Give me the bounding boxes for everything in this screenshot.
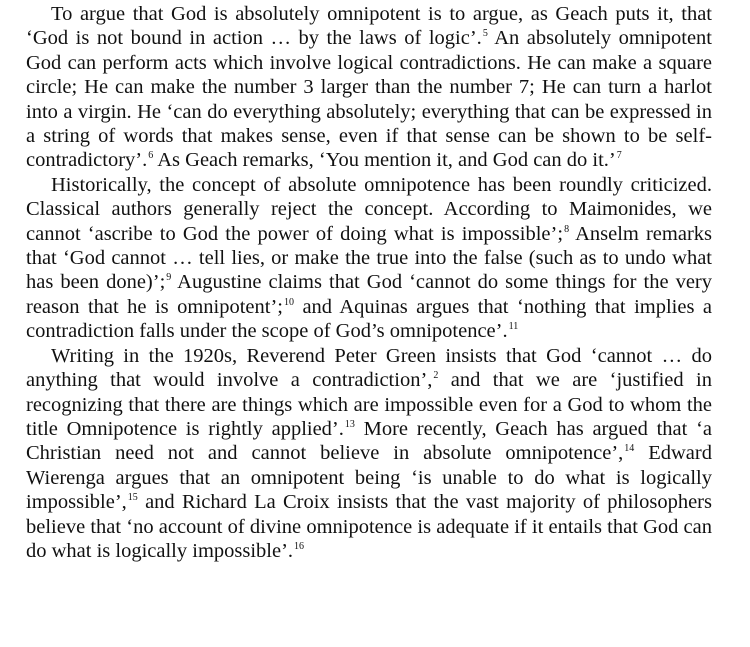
text-run: Historically, the concept of absolute omnipotence has been roundly criticized. Classical authors generally reject the concept. According to Maimonides, we cannot ‘ascribe to God the power of doing what is impossible’;: [26, 173, 712, 245]
footnote-marker: 15: [127, 492, 138, 504]
text-run: An absolutely omnipotent God can perform acts which involve logical contradictions. He can make a square circle; He can make the number 3 larger than the number 7; He can turn a harlot into a virgin. He ‘can do everything absolutely; everything that can be expressed in a string of words that makes sense, even if that sense can be shown to be self-contradictory’.: [26, 27, 712, 172]
footnote-marker: 14: [624, 443, 635, 455]
footnote-marker: 13: [344, 418, 355, 430]
text-run: As Geach remarks, ‘You mention it, and God can do it.’: [153, 149, 616, 172]
footnote-marker: 5: [482, 28, 488, 40]
text-run: Writing in the 1920s, Reverend Peter Green insists that God ‘cannot … do anything that would involve a contradiction’,: [26, 344, 712, 392]
footnote-marker: 16: [294, 540, 305, 552]
text-run: Anselm remarks that ‘God cannot … tell lies, or make the true into the false (such as to undo what has been done)’;: [26, 222, 712, 294]
footnote-marker: 9: [166, 272, 172, 284]
footnote-marker: 8: [564, 223, 570, 235]
footnote-marker: 11: [508, 321, 519, 333]
text-run: More recently, Geach has argued that ‘a Christian need not and cannot believe in absolute omnipotence’,: [26, 417, 712, 465]
text-run: Edward Wierenga argues that an omnipotent being ‘is unable to do what is logically impossible’,: [26, 442, 712, 514]
paragraph-modern-views: [26, 344, 712, 564]
footnote-marker: 7: [616, 150, 622, 162]
text-run: Augustine claims that God ‘cannot do some things for the very reason that he is omnipotent’;: [26, 271, 712, 318]
text-run: and that we are ‘justified in recognizing that there are things which are impossible even for a God to whom the title Omnipotence is rightly applied’.: [26, 369, 712, 440]
text-run: and Aquinas argues that ‘nothing that implies a contradiction falls under the scope of God’s omnipotence’.: [26, 295, 712, 343]
footnote-marker: 2: [433, 370, 439, 382]
paragraph-absolute-omnipotence: [26, 2, 712, 173]
footnote-marker: 10: [284, 296, 294, 308]
text-run: To argue that God is absolutely omnipotent is to argue, as Geach puts it, that ‘God is not bound in action … by the laws of logic’.: [26, 3, 712, 50]
text-run: and Richard La Croix insists that the vast majority of philosophers believe that ‘no account of divine omnipotence is adequate if it entails that God can do what is logically impossible’.: [26, 491, 712, 562]
footnote-marker: 6: [148, 150, 154, 162]
paragraph-historical-criticism: [26, 173, 712, 344]
